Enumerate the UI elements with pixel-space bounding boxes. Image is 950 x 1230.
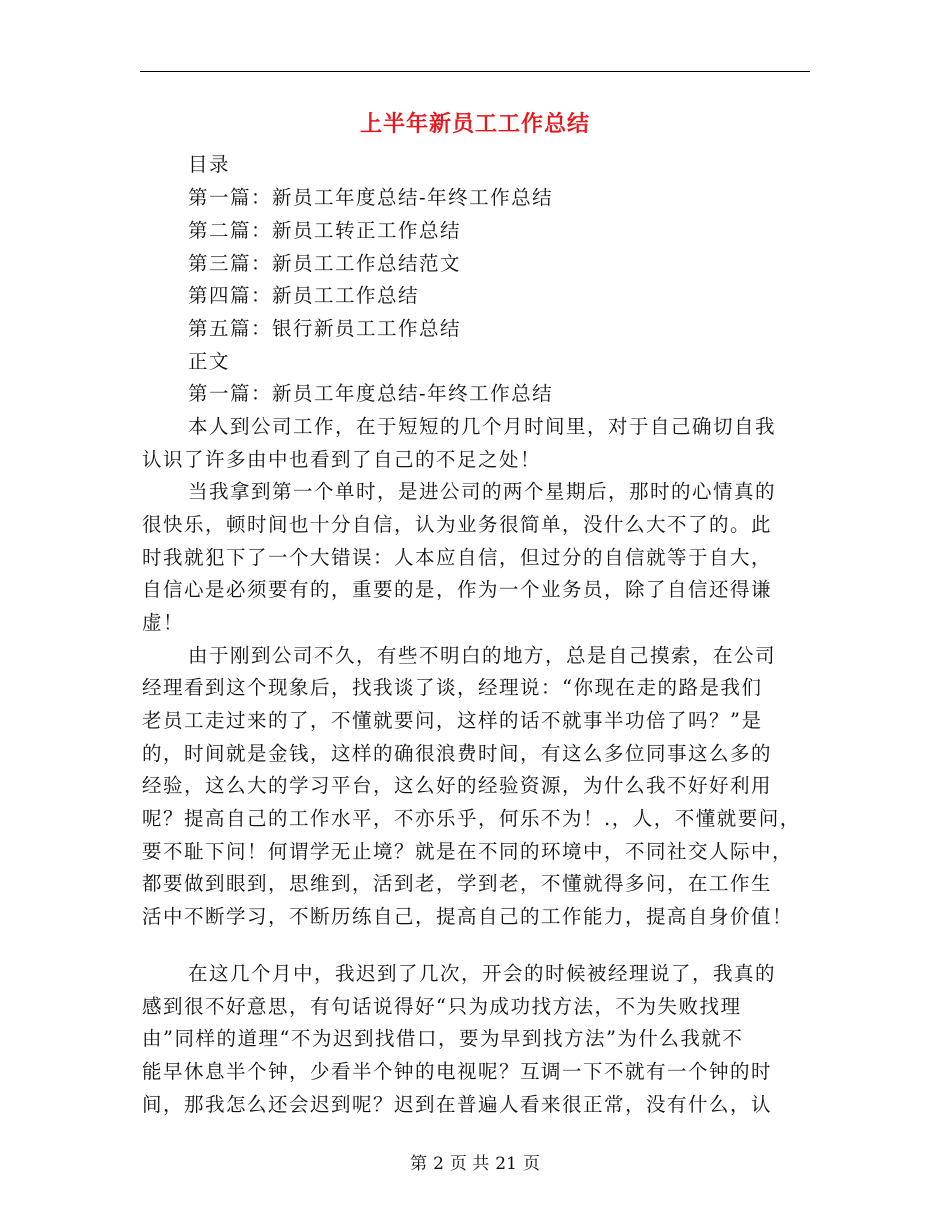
toc-item: 第三篇：新员工工作总结范文 <box>188 252 462 275</box>
paragraph-line: 经验，这么大的学习平台，这么好的经验资源，为什么我不好好利用 <box>142 774 773 797</box>
footer-prefix: 第 <box>410 1154 428 1174</box>
paragraph-line: 时我就犯下了一个大错误：人本应自信，但过分的自信就等于自大， <box>142 546 773 569</box>
toc-heading: 目录 <box>188 153 231 176</box>
paragraph-line: 当我拿到第一个单时，是进公司的两个星期后，那时的心情真的 <box>188 480 777 503</box>
paragraph-line: 自信心是必须要有的，重要的是，作为一个业务员，除了自信还得谦 <box>142 578 773 601</box>
paragraph-line: 很快乐，顿时间也十分自信，认为业务很简单，没什么大不了的。此 <box>142 513 773 536</box>
paragraph-line: 能早休息半个钟，少看半个钟的电视呢？互调一下不就有一个钟的时 <box>142 1060 773 1083</box>
page-total: 21 <box>495 1154 517 1174</box>
paragraph-line: 由于刚到公司不久，有些不明白的地方，总是自己摸索，在公司 <box>188 644 777 667</box>
paragraph-line: 经理看到这个现象后，找我谈了谈，经理说：“你现在走的路是我们 <box>142 676 763 699</box>
paragraph-line: 感到很不好意思，有句话说得好“只为成功找方法，不为失败找理 <box>142 995 742 1018</box>
toc-item: 第二篇：新员工转正工作总结 <box>188 219 462 242</box>
footer-suffix: 页 <box>522 1154 540 1174</box>
paragraph-line: 都要做到眼到，思维到，活到老，学到老，不懂就得多问，在工作生 <box>142 872 773 895</box>
paragraph-line: 的，时间就是金钱，这样的确很浪费时间，有这么多位同事这么多的 <box>142 742 773 765</box>
paragraph-line: 老员工走过来的了，不懂就要问，这样的话不就事半功倍了吗？”是 <box>142 709 763 732</box>
section-heading: 第一篇：新员工年度总结-年终工作总结 <box>188 382 554 405</box>
body-heading: 正文 <box>188 350 231 373</box>
paragraph-line: 间，那我怎么还会迟到呢？迟到在普遍人看来很正常，没有什么，认 <box>142 1093 773 1116</box>
paragraph-line: 由”同样的道理“不为迟到找借口，要为早到找方法”为什么我就不 <box>142 1027 744 1050</box>
paragraph-line: 虚！ <box>142 611 185 634</box>
toc-item: 第五篇：银行新员工工作总结 <box>188 317 462 340</box>
paragraph-line: 在这几个月中，我迟到了几次，开会的时候被经理说了，我真的 <box>188 962 777 985</box>
paragraph-line: 要不耻下问！何谓学无止境？就是在不同的环境中，不同社交人际中， <box>142 840 794 863</box>
paragraph-line: 认识了许多由中也看到了自己的不足之处！ <box>142 448 542 471</box>
footer-middle: 页 共 <box>449 1154 490 1174</box>
page-number: 2 <box>433 1154 444 1174</box>
paragraph-line: 呢？提高自己的工作水平，不亦乐乎，何乐不为！.，人，不懂就要问， <box>142 807 801 830</box>
paragraph-line: 活中不断学习，不断历练自己，提高自己的工作能力，提高自身价值！ <box>142 905 794 928</box>
document-title: 上半年新员工工作总结 <box>359 111 590 137</box>
header-rule <box>140 71 810 72</box>
page-footer <box>0 1150 950 1178</box>
toc-item: 第四篇：新员工工作总结 <box>188 284 420 307</box>
paragraph-line: 本人到公司工作，在于短短的几个月时间里，对于自己确切自我 <box>188 415 777 438</box>
toc-item: 第一篇：新员工年度总结-年终工作总结 <box>188 186 554 209</box>
